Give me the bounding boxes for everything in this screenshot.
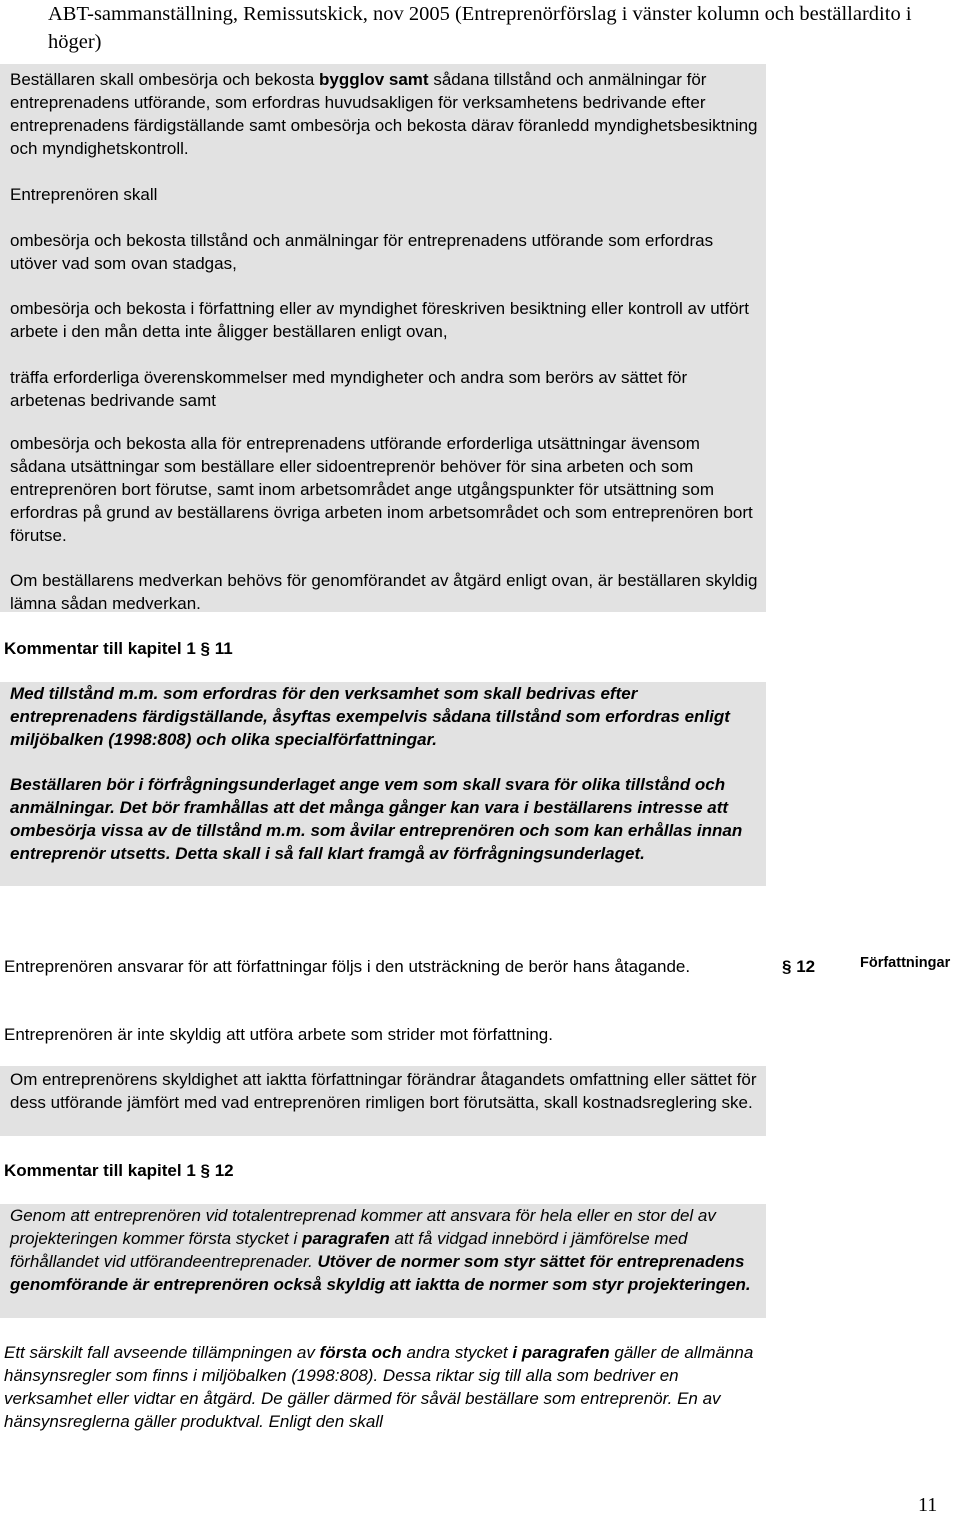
comment-bold-text: Utöver de normer som styr sättet för entreprenadens genomförande är entreprenören också skyldig att iaktta de normer som styr projekteringen. bbox=[10, 1252, 751, 1294]
section12-number bbox=[782, 957, 815, 977]
section11-closing: Om beställarens medverkan behövs för genomförandet av åtgärd enligt ovan, är beställaren skyldig lämna sådan medverkan. bbox=[10, 571, 758, 613]
section-number: 12 bbox=[791, 957, 816, 976]
comment-text: gäller de allmänna hänsynsregler som finns i miljöbalken (1998:808). Dessa riktar sig till alla som bedriver en verksamhet eller vidtar en åtgärd. De gäller därmed för såväl beställare som entreprenör. En av hänsynsreglerna gäller produktval. Enligt den skall bbox=[4, 1343, 754, 1431]
section12-text-1: Entreprenören ansvarar för att författningar följs i den utsträckning de berör hans åtagande. bbox=[4, 957, 691, 976]
comment-text: andra stycket bbox=[401, 1343, 513, 1362]
section11-item-1: ombesörja och bekosta tillstånd och anmälningar för entreprenadens utförande som erfordras utöver vad som ovan stadgas, bbox=[10, 231, 714, 273]
comment-text: Ett särskilt fall avseende tillämpningen av bbox=[4, 1343, 320, 1362]
comment-12-box bbox=[0, 1204, 766, 1318]
comment-11-para-1: Med tillstånd m.m. som erfordras för den verksamhet som skall bedrivas efter entreprenadens färdigställande, åsyftas exempelvis sådana tillstånd som erfordras enligt miljöbalken (1998:808) och olika specialförfattningar. bbox=[10, 684, 730, 749]
paragraph-sign: § bbox=[200, 1161, 210, 1180]
paragraph-sign: § bbox=[782, 957, 792, 976]
intro-text: Beställaren skall ombesörja och bekosta bbox=[10, 70, 319, 89]
section12-box-text: Om entreprenörens skyldighet att iaktta författningar förändrar åtagandets omfattning eller sättet för dess utförande jämfört med vad entreprenören rimligen bort förutsätta, skall kostnadsreglering ske. bbox=[10, 1070, 757, 1112]
comment-12-paragraph bbox=[4, 1341, 764, 1433]
comment-text: Genom att entreprenören vid totalentreprenad kommer att ansvara för hela eller en stor del av projekteringen kommer första stycket i bbox=[10, 1206, 716, 1248]
section11-lead: Entreprenören skall bbox=[10, 185, 158, 204]
section11-box bbox=[0, 64, 766, 612]
comment-text: att få vidgad innebörd i jämförelse med förhållandet vid utförandeentreprenader. bbox=[10, 1229, 688, 1271]
intro-text-cont: sådana tillstånd och anmälningar för entreprenadens utförande, som erfordras huvudsakligen för verksamhetens bedrivande efter entreprenadens färdigställande samt ombesörja och bekosta därav föranledd myndighetsbesiktning och myndighetskontroll. bbox=[10, 70, 758, 158]
comment-heading-text: Kommentar till kapitel 1 bbox=[4, 1161, 201, 1180]
paragraph-sign: § bbox=[200, 639, 210, 658]
section11-item-2: ombesörja och bekosta i författning eller av myndighet föreskriven besiktning eller kontroll av utfört arbete i den mån detta inte åligger beställaren enligt ovan, bbox=[10, 299, 749, 341]
comment-heading-text: Kommentar till kapitel 1 bbox=[4, 639, 201, 658]
comment-12-box-text bbox=[10, 1204, 760, 1296]
section11-item-3: träffa erforderliga överenskommelser med myndigheter och andra som berörs av sättet för arbetenas bedrivande samt bbox=[10, 368, 688, 410]
comment-11-para-2: Beställaren bör i förfrågningsunderlaget ange vem som skall svara för olika tillstånd och anmälningar. Det bör framhållas att det många gånger kan vara i beställarens intresse att ombesörja vissa av de tillstånd m.m. som åvilar entreprenören och som kan erhållas innan entreprenör utsetts. Detta skall i så fall klart framgå av förfrågningsunderlaget. bbox=[10, 775, 743, 863]
comment-bold-text: första och bbox=[319, 1343, 402, 1362]
comment-12-heading bbox=[4, 1159, 234, 1182]
comment-bold-text: i paragrafen bbox=[512, 1343, 610, 1362]
comment-11-box bbox=[0, 682, 766, 886]
comment-heading-number: 11 bbox=[209, 639, 233, 658]
page-number: 11 bbox=[918, 1494, 938, 1516]
comment-bold-text: paragrafen bbox=[301, 1229, 390, 1248]
section12-title: Författningar bbox=[860, 955, 951, 971]
intro-bold-text: bygglov samt bbox=[319, 70, 429, 89]
comment-heading-number: 12 bbox=[209, 1161, 234, 1180]
section12-box bbox=[0, 1066, 766, 1136]
comment-11-heading bbox=[4, 637, 233, 660]
page-header: ABT-sammanställning, Remissutskick, nov 2005 (Entreprenörförslag i vänster kolumn och beställardito i höger) bbox=[48, 3, 912, 53]
section12-text-2: Entreprenören är inte skyldig att utföra arbete som strider mot författning. bbox=[4, 1025, 553, 1044]
section11-intro bbox=[10, 68, 760, 160]
section11-item-4: ombesörja och bekosta alla för entreprenadens utförande erforderliga utsättningar ävensom sådana utsättningar som beställare eller sidoentreprenör behöver för sina arbeten och som entreprenören bort förutse, samt inom arbetsområdet ange utgångspunkter för utsättning som erfordras på grund av beställarens övriga arbeten inom arbetsområdet och som entreprenören bort förutse. bbox=[10, 434, 753, 545]
